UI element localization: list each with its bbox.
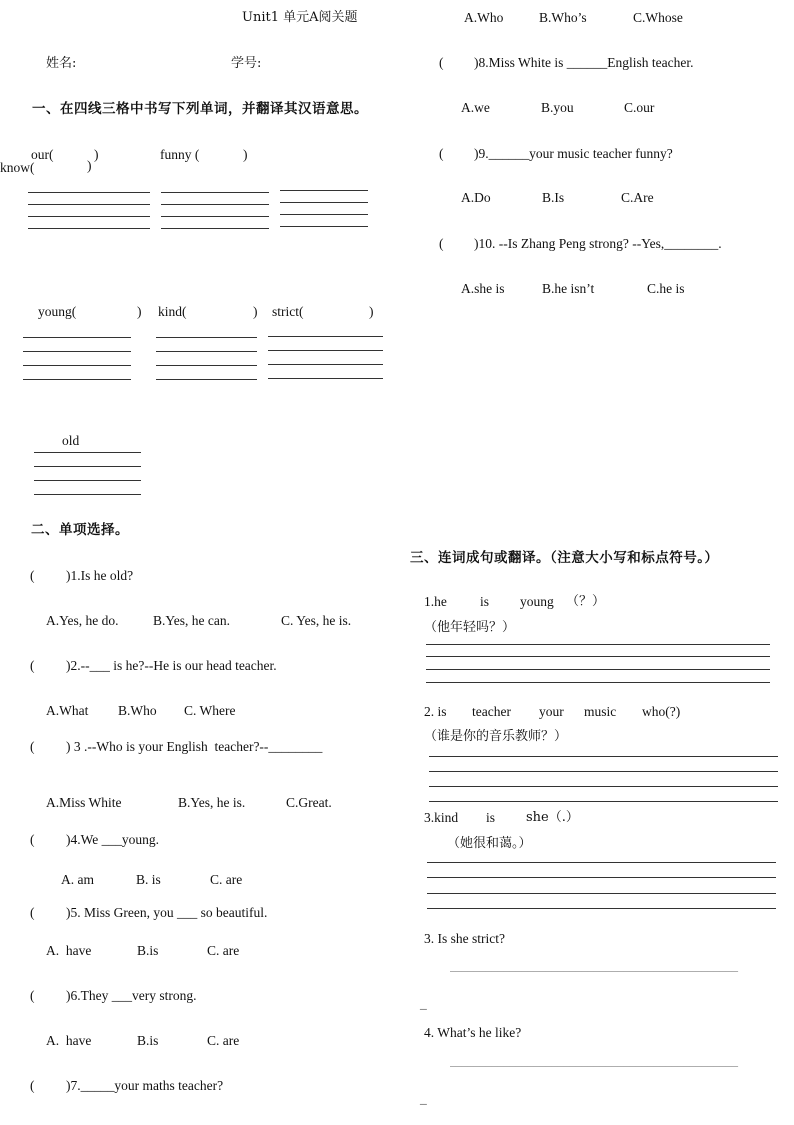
s3-item5-tail: _ bbox=[420, 1091, 427, 1106]
word-strict-close: ) bbox=[369, 304, 374, 319]
s3-item2-word: 2. is bbox=[424, 704, 447, 719]
answer-paren[interactable]: ( bbox=[30, 568, 35, 583]
s3-item4-tail: _ bbox=[420, 996, 427, 1011]
word-our: our( bbox=[31, 147, 54, 162]
option-3b: B.Yes, he is. bbox=[178, 795, 246, 810]
option-4b: B. is bbox=[136, 872, 161, 887]
word-kind-close: ) bbox=[253, 304, 258, 319]
s3-item3-word: she（.） bbox=[526, 810, 579, 825]
option-5b: B.is bbox=[137, 943, 159, 958]
answer-paren[interactable]: ( bbox=[30, 988, 35, 1003]
s3-item3-word: 3.kind bbox=[424, 810, 459, 825]
s3-item2-word: who(?) bbox=[642, 704, 681, 719]
option-7b: B.Who’s bbox=[539, 10, 587, 25]
answer-paren[interactable]: ( bbox=[30, 739, 35, 754]
option-6c: C. are bbox=[207, 1033, 240, 1048]
s3-item1-word: is bbox=[480, 594, 490, 609]
option-7a: A.Who bbox=[464, 10, 504, 25]
option-9b: B.Is bbox=[542, 190, 565, 205]
s3-item2-word: music bbox=[584, 704, 617, 719]
section1-heading: 一、在四线三格中书写下列单词，并翻译其汉语意思。 bbox=[32, 101, 368, 117]
option-3c: C.Great. bbox=[286, 795, 332, 810]
word-know: know( bbox=[0, 160, 35, 175]
worksheet-title: Unit1 单元A阅关题 bbox=[242, 10, 358, 25]
name-label: 姓名: bbox=[46, 56, 77, 71]
word-young: young( bbox=[38, 304, 77, 319]
word-funny-close: ) bbox=[243, 147, 248, 162]
s3-item1-word: 1.he bbox=[424, 594, 447, 609]
s3-item4-answer-line[interactable]: ________________________________________________ bbox=[450, 959, 738, 973]
word-old: old bbox=[62, 433, 80, 448]
word-young-close: ) bbox=[137, 304, 142, 319]
option-3a: A.Miss White bbox=[46, 795, 122, 810]
answer-paren[interactable]: ( bbox=[439, 146, 444, 161]
option-8b: B.you bbox=[541, 100, 574, 115]
option-9c: C.Are bbox=[621, 190, 654, 205]
option-8c: C.our bbox=[624, 100, 655, 115]
option-5c: C. are bbox=[207, 943, 240, 958]
answer-paren[interactable]: ( bbox=[439, 55, 444, 70]
option-5a: A. have bbox=[46, 943, 92, 958]
section3-heading: 三、连词成句或翻译。（注意大小写和标点符号。） bbox=[410, 550, 719, 566]
answer-paren[interactable]: ( bbox=[30, 658, 35, 673]
question-5: )5. Miss Green, you ___ so beautiful. bbox=[66, 905, 268, 920]
section2-heading: 二、单项选择。 bbox=[31, 522, 129, 538]
option-2b: B.Who bbox=[118, 703, 157, 718]
option-1c: C. Yes, he is. bbox=[281, 613, 352, 628]
word-know-close: ) bbox=[87, 158, 92, 173]
s3-item5-answer-line[interactable]: ________________________________________________ bbox=[450, 1054, 738, 1068]
question-4: )4.We ___young. bbox=[66, 832, 160, 847]
question-3: ) 3 .--Who is your English teacher?--________ bbox=[66, 739, 323, 754]
option-10a: A.she is bbox=[461, 281, 505, 296]
answer-paren[interactable]: ( bbox=[30, 832, 35, 847]
word-strict: strict( bbox=[272, 304, 304, 319]
option-4c: C. are bbox=[210, 872, 243, 887]
answer-paren[interactable]: ( bbox=[30, 905, 35, 920]
s3-item1-word: young bbox=[520, 594, 554, 609]
s3-item1-word: （？） bbox=[566, 594, 606, 609]
student-id-label: 学号: bbox=[231, 56, 262, 71]
s3-item2-word: your bbox=[539, 704, 564, 719]
s3-item2-word: teacher bbox=[472, 704, 511, 719]
option-6b: B.is bbox=[137, 1033, 159, 1048]
answer-paren[interactable]: ( bbox=[439, 236, 444, 251]
s3-item2-hint: （谁是你的音乐教师？） bbox=[424, 729, 568, 744]
question-2: )2.--___ is he?--He is our head teacher. bbox=[66, 658, 277, 673]
s3-item3-word: is bbox=[486, 810, 496, 825]
option-2a: A.What bbox=[46, 703, 89, 718]
option-9a: A.Do bbox=[461, 190, 491, 205]
word-funny: funny ( bbox=[160, 147, 200, 162]
option-2c: C. Where bbox=[184, 703, 236, 718]
s3-item4-text: 3. Is she strict? bbox=[424, 931, 505, 946]
answer-paren[interactable]: ( bbox=[30, 1078, 35, 1093]
s3-item3-hint: （她很和蔼。） bbox=[447, 836, 532, 851]
word-kind: kind( bbox=[158, 304, 187, 319]
word-our-close: ) bbox=[94, 147, 99, 162]
s3-item5-text: 4. What’s he like? bbox=[424, 1025, 522, 1040]
question-10: )10. --Is Zhang Peng strong? --Yes,________. bbox=[474, 236, 722, 251]
option-7c: C.Whose bbox=[633, 10, 683, 25]
s3-item1-hint: （他年轻吗？） bbox=[424, 620, 516, 635]
option-10c: C.he is bbox=[647, 281, 685, 296]
question-8: )8.Miss White is ______English teacher. bbox=[474, 55, 694, 70]
question-9: )9.______your music teacher funny? bbox=[474, 146, 673, 161]
question-6: )6.They ___very strong. bbox=[66, 988, 197, 1003]
option-10b: B.he isn’t bbox=[542, 281, 595, 296]
question-7: )7._____your maths teacher? bbox=[66, 1078, 224, 1093]
question-1: )1.Is he old? bbox=[66, 568, 134, 583]
option-4a: A. am bbox=[61, 872, 94, 887]
option-1b: B.Yes, he can. bbox=[153, 613, 230, 628]
option-1a: A.Yes, he do. bbox=[46, 613, 119, 628]
option-6a: A. have bbox=[46, 1033, 92, 1048]
option-8a: A.we bbox=[461, 100, 490, 115]
